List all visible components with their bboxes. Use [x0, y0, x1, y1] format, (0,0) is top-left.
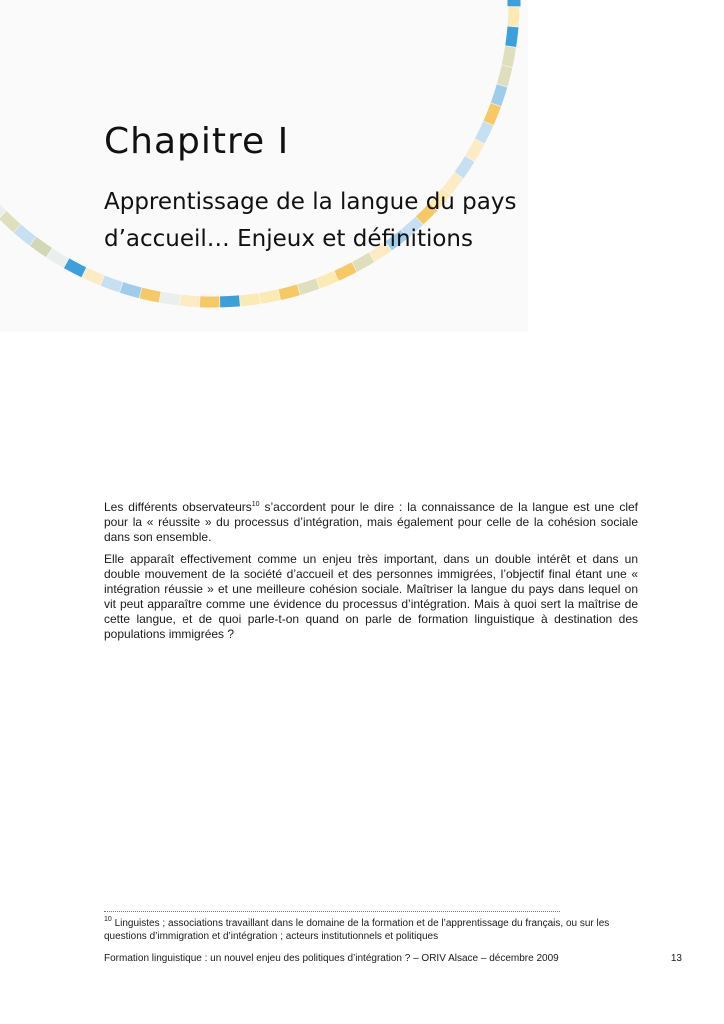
- footnote-text: Linguistes ; associations travaillant dans le domaine de la formation et de l’apprentissage du français, ou sur les questions d’immigration et d’intégration ; acteurs institutionnels et politiques: [104, 918, 610, 942]
- arc-segment: [502, 67, 507, 86]
- arc-segment: [33, 241, 49, 252]
- arc-segment: [459, 159, 470, 175]
- arc-segment: [84, 273, 102, 281]
- arc-segment: [496, 86, 502, 105]
- chapter-subtitle: [104, 184, 604, 258]
- chapter-subtitle-line2: d’accueil… Enjeux et définitions: [104, 226, 473, 252]
- arc-segment: [220, 301, 239, 302]
- arc-segment: [160, 297, 179, 300]
- arc-segment: [489, 105, 496, 123]
- arc-segment: [318, 276, 336, 283]
- paragraph-1: [104, 500, 638, 545]
- page-footer: [104, 952, 682, 965]
- chapter-title: Chapitre I: [104, 121, 290, 162]
- paragraph-1-end: s’accordent pour le dire : la connaissance de la langue est une clef pour la « réussite » du processus d’intégration, mais également pour celle de la cohésion sociale dans son ensemble.: [104, 500, 638, 544]
- arc-segment: [513, 7, 514, 26]
- paragraph-1-start: Les différents observateurs: [104, 500, 252, 514]
- arc-segment: [507, 47, 511, 66]
- arc-segment: [0, 201, 2, 215]
- arc-segment: [337, 267, 355, 276]
- decorative-arc: [0, 0, 724, 340]
- footnote-ref[interactable]: 10: [251, 501, 260, 508]
- footnote-number: 10: [104, 916, 112, 923]
- arc-segment: [141, 293, 160, 297]
- arc-segment: [18, 229, 33, 241]
- arc-segment: [511, 27, 513, 46]
- arc-segment: [103, 281, 121, 288]
- arc-segment: [260, 295, 279, 299]
- arc-segment: [122, 287, 141, 292]
- arc-segment: [299, 284, 317, 290]
- arc-segment: [355, 257, 372, 267]
- footnote-separator: [104, 911, 560, 912]
- arc-segment: [3, 215, 17, 228]
- arc-segment: [470, 142, 480, 159]
- arc-segment: [67, 263, 84, 272]
- footnote: [104, 918, 644, 943]
- footer-text: Formation linguistique : un nouvel enjeu des politiques d’intégration ? – ORIV Alsace – décembre 2009: [104, 953, 559, 964]
- arc-segment: [180, 300, 199, 302]
- arc-segment: [240, 299, 259, 301]
- body-text: [104, 500, 638, 649]
- arc-segment: [480, 124, 489, 142]
- arc-segment: [280, 290, 299, 295]
- chapter-subtitle-line1: Apprentissage de la langue du pays: [104, 189, 517, 215]
- arc-segment: [50, 253, 67, 263]
- paragraph-2: Elle apparaît effectivement comme un enjeu très important, dans un double intérêt et dans un double mouvement de la société d’accueil et des personnes immigrées, l’objectif final étant une « intégration réussie » et une meilleure cohésion sociale. Maîtriser la langue du pays dans lequel on vit peut apparaître comme une évidence du processus d’intégration. Mais à quoi sert la maîtrise de cette langue, et de quoi parle-t-on quand on parle de formation linguistique à destination des populations immigrées ?: [104, 552, 638, 641]
- page-number: 13: [670, 953, 682, 964]
